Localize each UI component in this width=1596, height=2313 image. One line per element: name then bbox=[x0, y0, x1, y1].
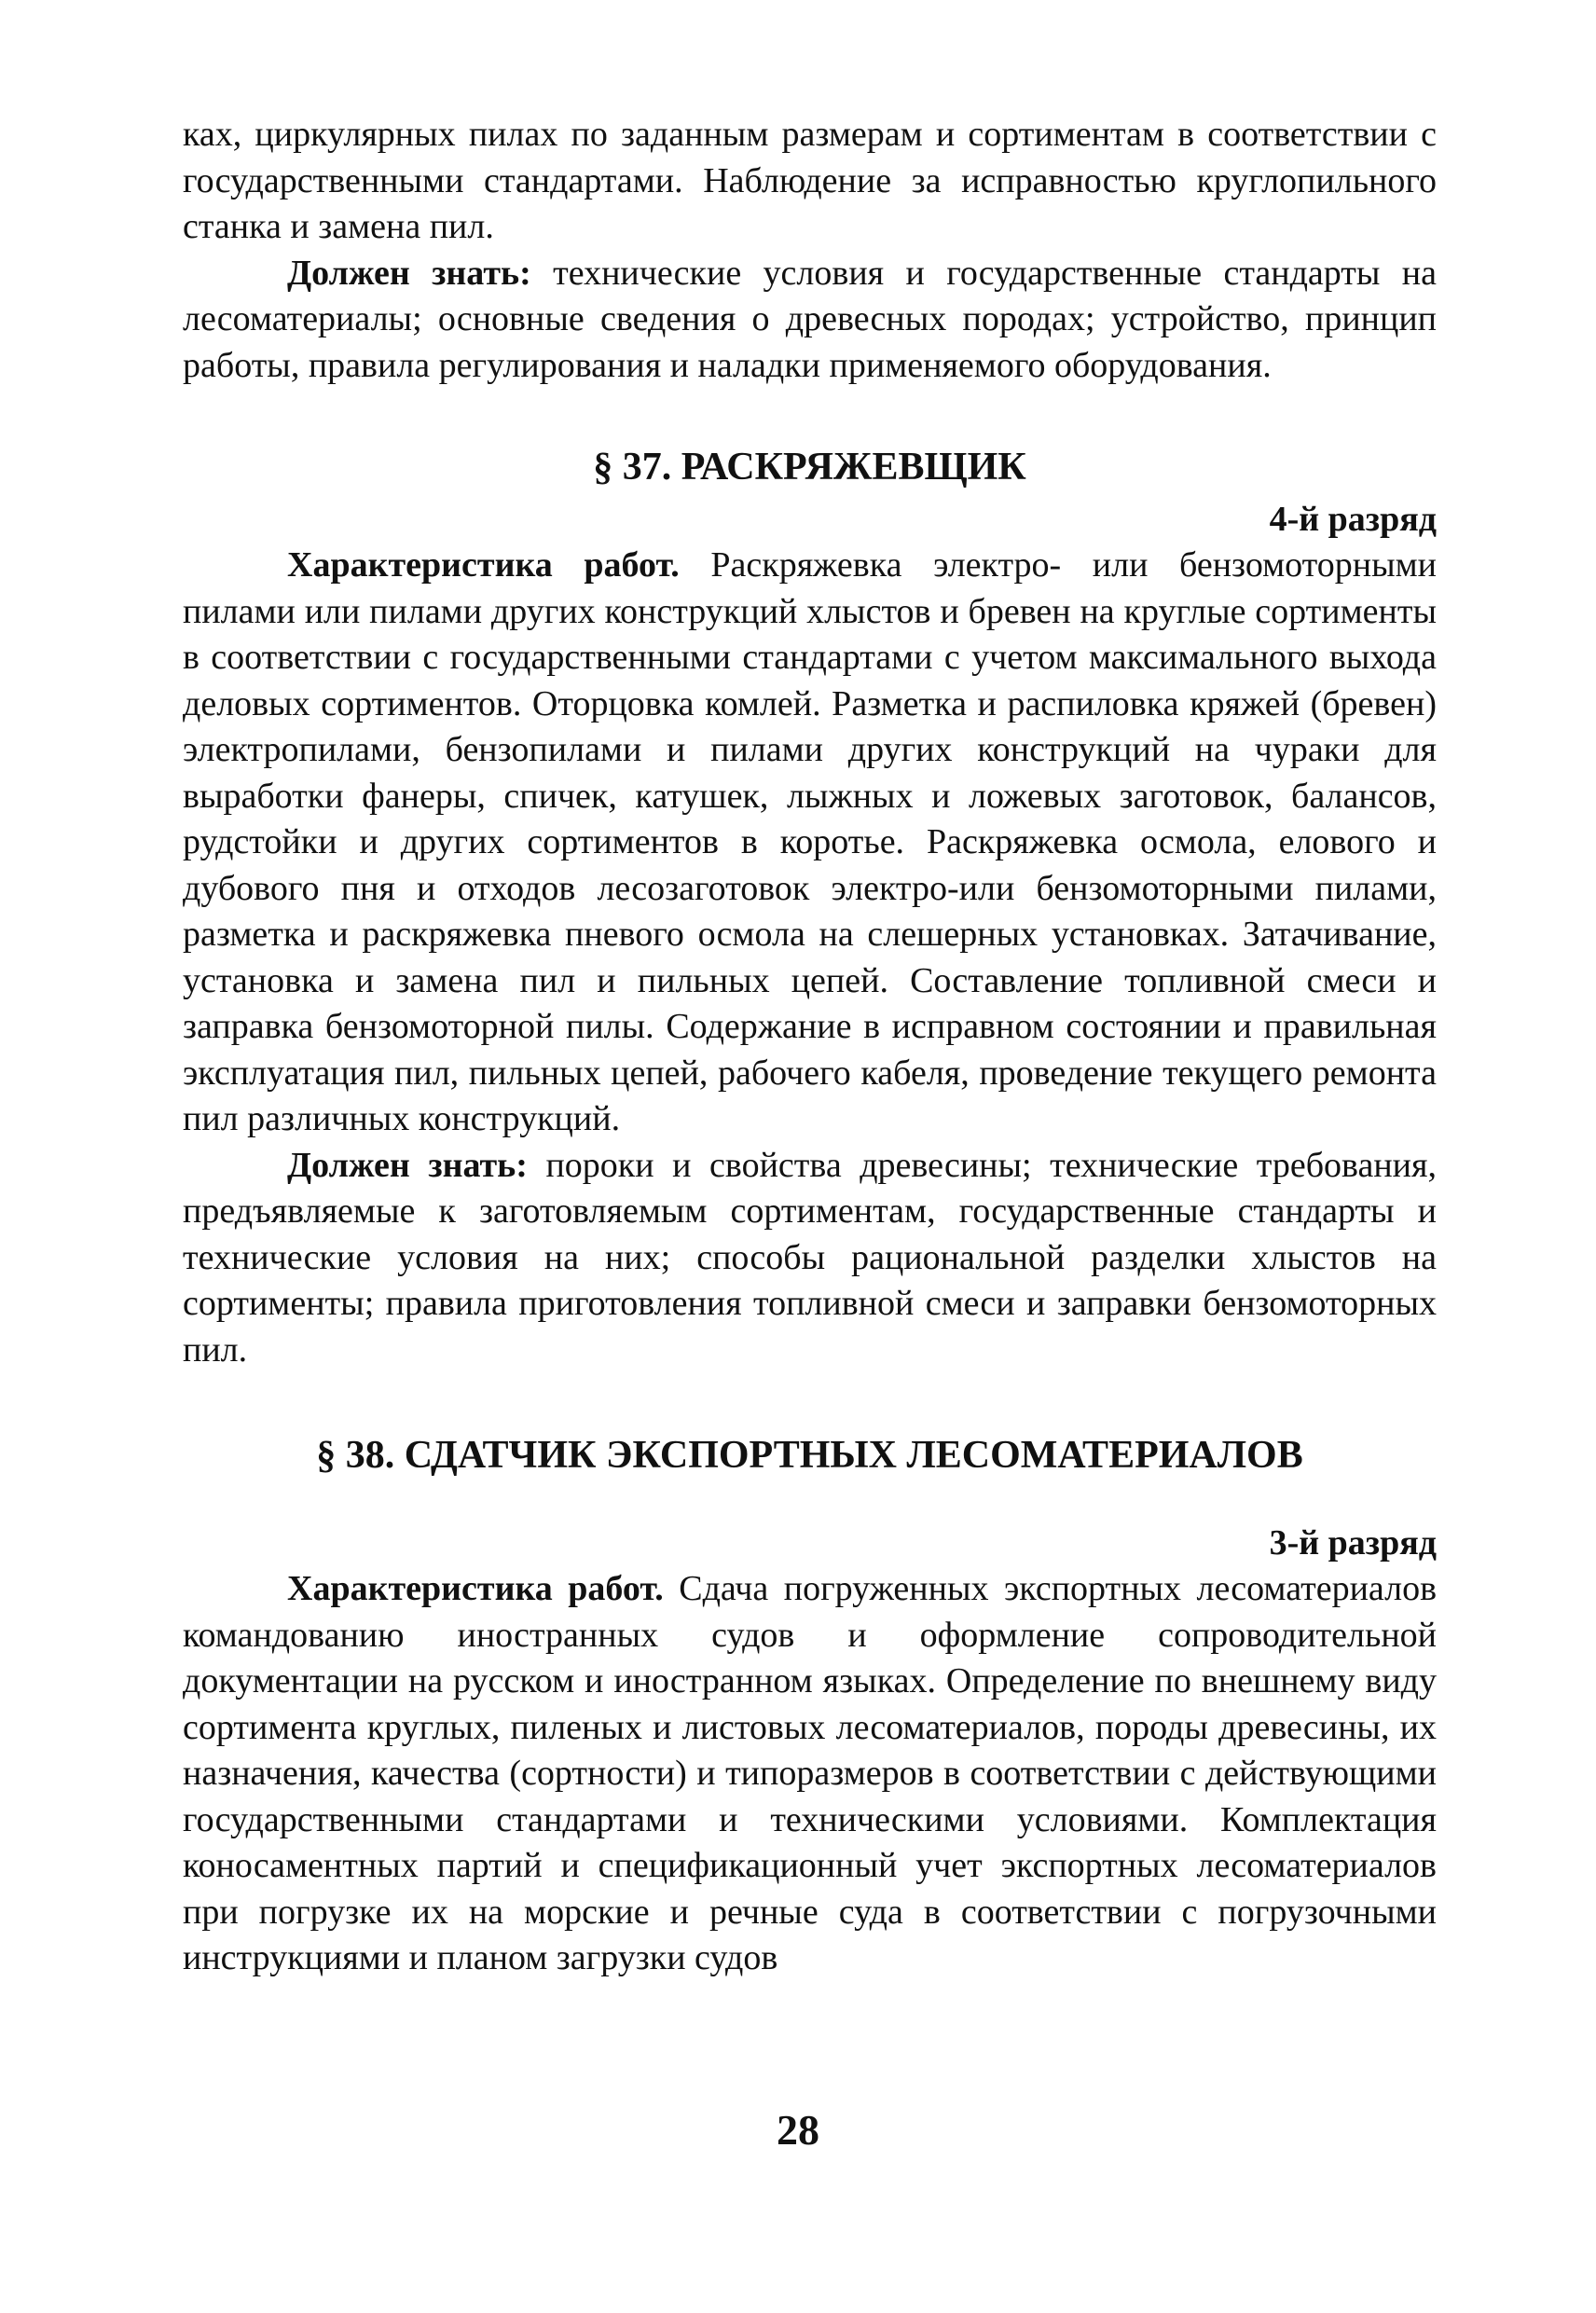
intro-knowledge-text: технические условия и государственные стандарты на лесоматериалы; основные сведения о древесных породах; устройство, принцип работы, правила регулирования и наладки применяемого оборудования. bbox=[183, 253, 1437, 385]
section-37-knowledge-text: пороки и свойства древесины; технические требования, предъявляемые к заготовляемым сортиментам, государственные стандарты и технические условия на них; способы рациональной разделки хлыстов на сортименты; правила приготовления топливной смеси и заправки бензомоторных пил. bbox=[183, 1145, 1437, 1370]
section-37-work-paragraph bbox=[183, 543, 1437, 1143]
section-37-work-text: Раскряжевка электро- или бензомоторными пилами или пилами других конструкций хлыстов и бревен на круглые сортименты в соответствии с государственными стандартами с учетом максимального выхода деловых сортиментов. Оторцовка комлей. Разметка и распиловка кряжей (бревен) электропилами, бензопилами и пилами других конструкций на чураки для выработки фанеры, спичек, катушек, лыжных и ложевых заготовок, балансов, рудстойки и других сортиментов в коротье. Раскряжевка осмола, елового и дубового пня и отходов лесозаготовок электро-или бензомоторными пилами, разметка и раскряжевка пневого осмола на слешерных установках. Затачивание, установка и замена пил и пильных цепей. Составление топливной смеси и заправка бензомоторной пилы. Содержание в исправном состоянии и правильная эксплуатация пил, пильных цепей, рабочего кабеля, проведение текущего ремонта пил различных конструкций. bbox=[183, 545, 1437, 1138]
section-37-rank: 4-й разряд bbox=[1269, 500, 1437, 539]
section-38-heading: § 38. СДАТЧИК ЭКСПОРТНЫХ ЛЕСОМАТЕРИАЛОВ bbox=[316, 1434, 1303, 1477]
section-37-knowledge-label: Должен знать: bbox=[287, 1145, 528, 1185]
section-38-work-paragraph bbox=[183, 1566, 1437, 1982]
document-page bbox=[183, 112, 1437, 1982]
intro-text: ках, циркулярных пилах по заданным размерам и сортиментам в соответствии с государственными стандартами. Наблюдение за исправностью круглопильного станка и замена пил. bbox=[183, 115, 1437, 246]
section-37-heading: § 37. РАСКРЯЖЕВЩИК bbox=[593, 446, 1026, 489]
section-37-knowledge-paragraph bbox=[183, 1143, 1437, 1374]
section-38-rank: 3-й разряд bbox=[1269, 1523, 1437, 1563]
intro-knowledge-label: Должен знать: bbox=[287, 253, 531, 293]
page-number: 28 bbox=[777, 2106, 819, 2154]
section-38-work-label: Характеристика работ. bbox=[287, 1569, 664, 1608]
intro-knowledge-paragraph bbox=[183, 251, 1437, 390]
section-38-work-text: Сдача погруженных экспортных лесоматериалов командованию иностранных судов и оформление сопроводительной документации на русском и иностранном языках. Определение по внешнему виду сортимента круглых, пиленых и листовых лесоматериалов, породы древесины, их назначения, качества (сортности) и типоразмеров в соответствии с действующими государственными стандартами и техническими условиями. Комплектация коносаментных партий и спецификационный учет экспортных лесоматериалов при погрузке их на морские и речные суда в соответствии с погрузочными инструкциями и планом загрузки судов bbox=[183, 1569, 1438, 1977]
intro-paragraph bbox=[183, 112, 1437, 251]
section-37-work-label: Характеристика работ. bbox=[287, 545, 680, 585]
